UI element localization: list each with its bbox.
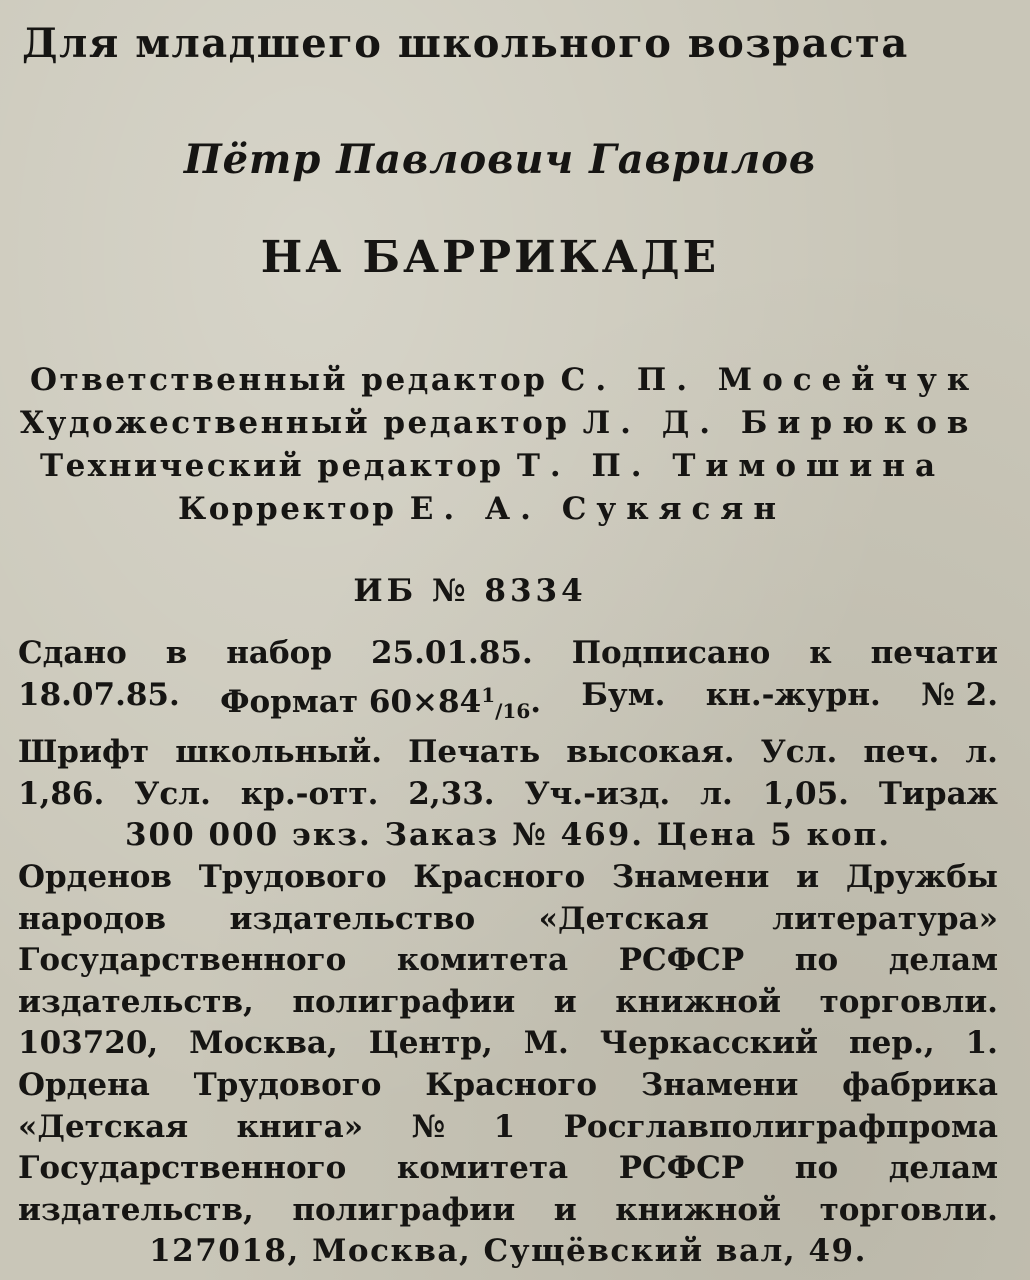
staff-line-proofreader bbox=[178, 491, 787, 527]
colophon-block bbox=[18, 633, 998, 1273]
author-name: Пётр Павлович Гаврилов bbox=[183, 136, 817, 183]
colophon-line: издательств, полиграфии и книжной торговли. bbox=[18, 1191, 998, 1228]
colophon-line: Государственного комитета РСФСР по делам bbox=[18, 942, 998, 979]
colophon-line: Государственного комитета РСФСР по делам bbox=[18, 1150, 998, 1187]
staff-role: Корректор bbox=[178, 491, 397, 527]
colophon-line: Орденов Трудового Красного Знамени и Дружбы bbox=[18, 858, 998, 895]
staff-line-technical-editor bbox=[40, 448, 946, 484]
staff-name: С. П. Мосейчук bbox=[560, 362, 980, 398]
colophon-line: Сдано в набор 25.01.85. Подписано к печати bbox=[18, 635, 998, 671]
staff-name: Е. А. Сукясян bbox=[409, 491, 787, 527]
staff-line-responsible-editor bbox=[30, 362, 980, 398]
colophon-line: 103720, Москва, Центр, М. Черкасский пер., 1. bbox=[18, 1025, 998, 1062]
colophon-line: народов издательство «Детская литература» bbox=[18, 900, 998, 937]
staff-role: Технический редактор bbox=[40, 448, 504, 484]
colophon-line: издательств, полиграфии и книжной торговли. bbox=[18, 983, 998, 1020]
series-label: Для младшего школьного возраста bbox=[22, 20, 909, 67]
colophon-line: Ордена Трудового Красного Знамени фабрика bbox=[18, 1066, 998, 1103]
colophon-line: 300 000 экз. Заказ № 469. Цена 5 коп. bbox=[124, 817, 892, 854]
staff-name: Т. П. Тимошина bbox=[516, 448, 946, 484]
book-title: НА БАРРИКАДЕ bbox=[260, 232, 720, 283]
staff-line-art-editor bbox=[20, 405, 979, 441]
colophon-line: 127018, Москва, Сущёвский вал, 49. bbox=[149, 1233, 867, 1270]
staff-role: Художественный редактор bbox=[20, 405, 570, 441]
staff-name: Л. Д. Бирюков bbox=[582, 405, 979, 441]
colophon-line: 18.07.85. Формат 60×841/16. Бум. кн.-журн. № 2. bbox=[18, 676, 998, 723]
colophon-line: «Детская книга» № 1 Росглавполиграфпрома bbox=[18, 1108, 998, 1145]
colophon-line: Шрифт школьный. Печать высокая. Усл. печ. л. bbox=[18, 734, 998, 771]
staff-role: Ответственный редактор bbox=[30, 362, 548, 398]
ib-number: ИБ № 8334 bbox=[353, 573, 587, 609]
colophon-line: 1,86. Усл. кр.-отт. 2,33. Уч.-изд. л. 1,05. Тираж bbox=[18, 775, 998, 812]
